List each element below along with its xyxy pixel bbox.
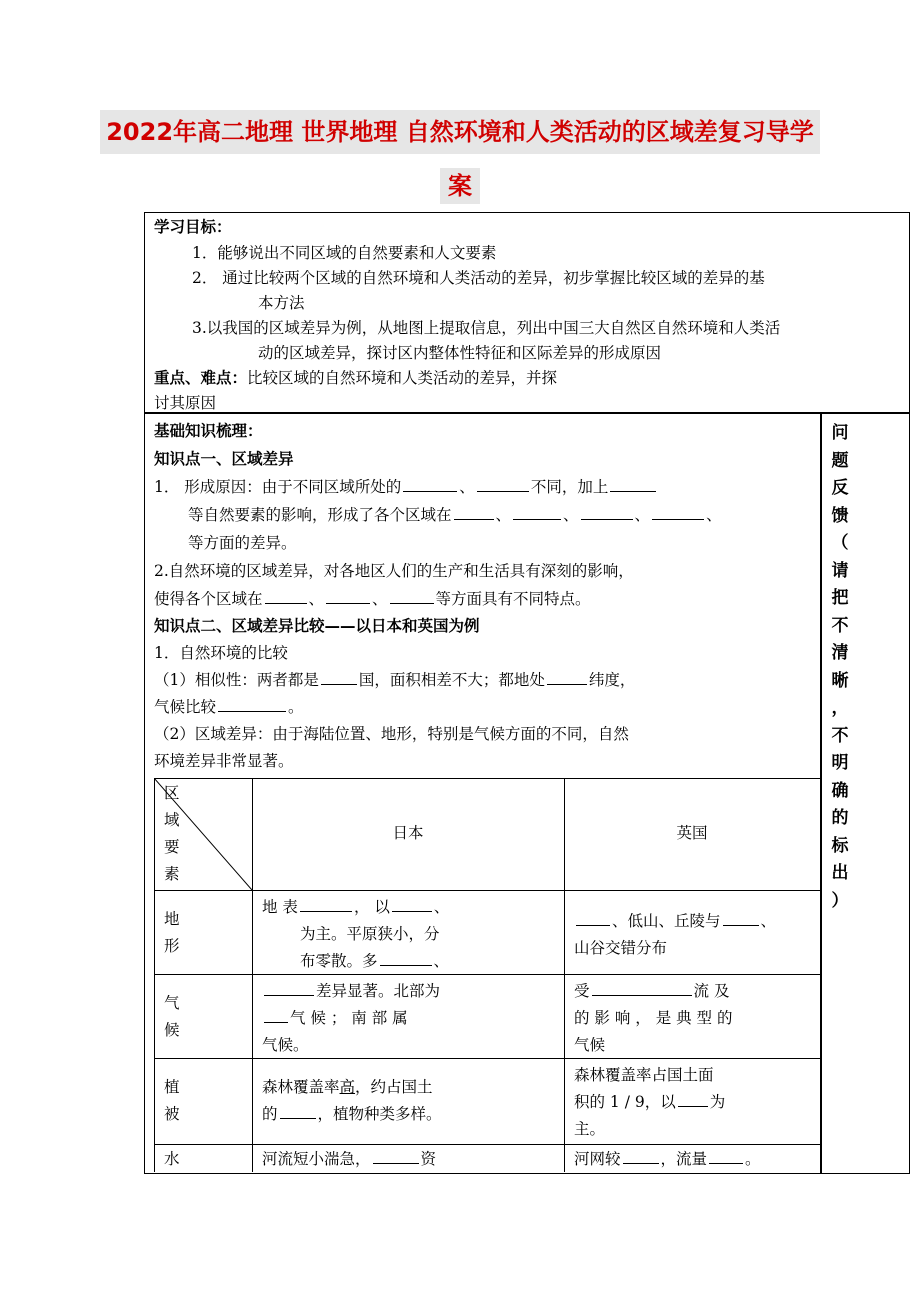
compare-line2 [154, 667, 635, 693]
label-char: 形 [164, 937, 180, 955]
cell-text: 为主。平原狭小，分 [300, 925, 440, 943]
cell-text: 森林覆盖率 [262, 1078, 340, 1096]
cell-text: 地 表 [262, 898, 298, 916]
note-char: 题 [831, 450, 849, 471]
note-char: 不 [831, 615, 849, 636]
cell-text: 为 [709, 1093, 726, 1111]
cell-text: 山谷交错分布 [574, 939, 668, 957]
corner-char: 要 [164, 838, 180, 856]
vegetation-japan [262, 1074, 558, 1128]
table-border [154, 778, 820, 779]
blank[interactable] [592, 979, 692, 996]
goal-item-2: 2． 通过比较两个区域的自然环境和人类活动的差异，初步掌握比较区域的差异的基 [192, 269, 765, 287]
blank[interactable] [652, 503, 704, 520]
p1-text-d: 等自然要素的影响，形成了各个区域在 [188, 506, 452, 524]
feedback-note [826, 420, 854, 915]
blank[interactable] [581, 503, 633, 520]
water-japan [262, 1146, 558, 1173]
cell-text: 资 [420, 1150, 437, 1168]
row-label-climate [164, 990, 180, 1044]
label-char: 候 [164, 1021, 180, 1039]
blank[interactable] [610, 475, 656, 492]
p1-sep: 、 [459, 478, 475, 496]
table-border [154, 1144, 820, 1145]
water-uk [574, 1146, 814, 1173]
p1-text-c: 不同，加上 [530, 478, 609, 496]
page-title-continued: 案 [440, 168, 480, 204]
c2-text-b: 国，面积相差不大；都地处 [358, 671, 545, 689]
cell-text: 森林覆盖率占国土面 [574, 1066, 714, 1084]
note-char: 不 [831, 725, 849, 746]
cell-text: 气候 [574, 1036, 606, 1054]
note-char: ） [831, 890, 849, 911]
corner-char: 区 [164, 784, 180, 802]
blank[interactable] [326, 587, 370, 604]
c3-text-b: 。 [288, 698, 304, 716]
climate-uk [574, 978, 814, 1059]
knowledge-heading: 基础知识梳理： [154, 422, 263, 440]
label-char: 植 [164, 1078, 180, 1096]
row-label-vegetation [164, 1074, 180, 1128]
blank[interactable] [280, 1102, 316, 1119]
compare-line4: （2）区域差异：由于海陆位置、地形，特别是气候方面的不同，自然 [154, 725, 629, 743]
climate-japan [262, 978, 558, 1059]
cell-text: 气候。 [262, 1036, 309, 1054]
key-points-cont: 讨其原因 [154, 394, 217, 412]
p2-text-c: 等方面具有不同特点。 [435, 590, 591, 608]
note-char: （ [831, 533, 849, 553]
key-points-label: 重点、难点： [154, 369, 248, 387]
label-char: 地 [164, 910, 180, 928]
note-char: 清 [831, 643, 849, 663]
note-char: 问 [831, 423, 849, 443]
c3-text-a: 气候比较 [154, 698, 217, 716]
note-char: 的 [831, 808, 849, 828]
cell-text: 差异显著。北部为 [316, 982, 441, 1000]
blank[interactable] [373, 1147, 419, 1164]
corner-header [164, 780, 184, 888]
cell-text: 积的 1 / 9，以 [574, 1093, 676, 1111]
cell-text: 、 [433, 952, 450, 970]
label-char: 气 [164, 994, 180, 1012]
label-char: 被 [164, 1105, 180, 1123]
compare-line1: 1．自然环境的比较 [154, 644, 288, 662]
row-label-water: 水 [164, 1150, 180, 1168]
cell-text: 。 [745, 1150, 761, 1168]
c2-text-a: （1）相似性：两者都是 [154, 671, 319, 689]
blank[interactable] [392, 895, 432, 912]
blank[interactable] [678, 1090, 708, 1107]
p1-sep: 、 [706, 506, 722, 524]
p1-sep: 、 [634, 506, 651, 524]
p1-text-a: 1． 形成原因：由于不同区域所处的 [154, 478, 402, 496]
blank[interactable] [477, 475, 529, 492]
goal-item-3: 3.以我国的区域差异为例，从地图上提取信息，列出中国三大自然区自然环境和人类活 [192, 319, 781, 337]
note-char: 反 [831, 478, 849, 498]
blank[interactable] [300, 895, 352, 912]
blank[interactable] [264, 979, 314, 996]
cell-text: 主。 [574, 1120, 606, 1138]
p1-sep: 、 [563, 506, 579, 524]
note-char: 明 [831, 753, 849, 773]
goal-item-1: 1．能够说出不同区域的自然要素和人文要素 [192, 244, 497, 262]
p2-line2 [154, 586, 591, 612]
note-char: 晰 [831, 670, 849, 691]
p2-sep: 、 [372, 590, 388, 608]
cell-text: 、低山、丘陵与 [612, 912, 721, 930]
note-char: 标 [831, 835, 849, 856]
p1-sep: 、 [495, 506, 512, 524]
cell-text: 气 候 ； 南 部 属 [290, 1009, 408, 1027]
blank[interactable] [723, 909, 759, 926]
terrain-japan [262, 894, 558, 975]
blank[interactable] [380, 949, 432, 966]
cell-text: ，植物种类多样。 [317, 1105, 442, 1123]
blank[interactable] [218, 695, 286, 712]
goal-item-3-cont: 动的区域差异，探讨区内整体性特征和区际差异的形成原因 [258, 344, 662, 362]
note-char: 出 [831, 863, 849, 883]
p1-line2 [188, 502, 722, 528]
p2-text-a: 使得各个区域在 [154, 590, 263, 608]
cell-text: 高 [339, 1078, 356, 1096]
blank[interactable] [264, 1006, 288, 1023]
blank[interactable] [403, 475, 457, 492]
note-char: 馈 [831, 505, 849, 526]
blank[interactable] [454, 503, 494, 520]
key-points [154, 365, 557, 391]
page-title: 2022年高二地理 世界地理 自然环境和人类活动的区域差复习导学 [100, 110, 820, 154]
note-char: 把 [831, 588, 849, 608]
blank[interactable] [547, 668, 587, 685]
cell-text: 河网较 [574, 1150, 621, 1168]
goal-item-2-cont: 本方法 [258, 294, 305, 312]
cell-text: 布零散。多 [300, 952, 378, 970]
cell-text: 、 [433, 898, 450, 916]
terrain-uk [574, 908, 814, 962]
row-label-terrain [164, 906, 180, 960]
blank[interactable] [390, 587, 434, 604]
column-header-japan: 日本 [392, 824, 424, 842]
point2-title: 知识点二、区域差异比较——以日本和英国为例 [154, 617, 480, 635]
note-char: ， [831, 698, 849, 718]
cell-text: 的 [262, 1105, 278, 1123]
column-header-uk: 英国 [676, 824, 708, 842]
vegetation-uk [574, 1062, 814, 1143]
table-border [154, 890, 820, 891]
note-char: 请 [831, 560, 849, 581]
cell-text: 的 影 响 ， 是 典 型 的 [574, 1009, 733, 1027]
note-char: 确 [831, 780, 849, 801]
goals-heading: 学习目标： [154, 218, 232, 236]
blank[interactable] [321, 668, 357, 685]
p1-line1 [154, 474, 658, 500]
p1-line3: 等方面的差异。 [188, 534, 297, 552]
cell-text: ，流量 [660, 1150, 708, 1168]
blank[interactable] [623, 1147, 659, 1164]
corner-char: 素 [164, 865, 180, 883]
p2-sep: 、 [308, 590, 325, 608]
compare-line5: 环境差异非常显著。 [154, 752, 294, 770]
blank[interactable] [513, 503, 561, 520]
compare-line3 [154, 694, 304, 720]
blank[interactable] [709, 1147, 743, 1164]
key-points-text: 比较区域的自然环境和人类活动的差异，并探 [247, 369, 558, 387]
cell-text: 河流短小湍急， [262, 1150, 371, 1168]
c2-text-c: 纬度， [588, 671, 636, 689]
cell-text: 流 及 [693, 982, 730, 1000]
blank[interactable] [576, 909, 610, 926]
corner-char: 域 [164, 811, 180, 829]
p2-line1: 2.自然环境的区域差异，对各地区人们的生产和生活具有深刻的影响， [154, 562, 634, 580]
cell-text: 受 [574, 982, 590, 1000]
point1-title: 知识点一、区域差异 [154, 450, 294, 468]
cell-text: ， 以 [353, 898, 390, 916]
cell-text: 、 [760, 912, 777, 930]
blank[interactable] [265, 587, 307, 604]
cell-text: ，约占国土 [355, 1078, 433, 1096]
